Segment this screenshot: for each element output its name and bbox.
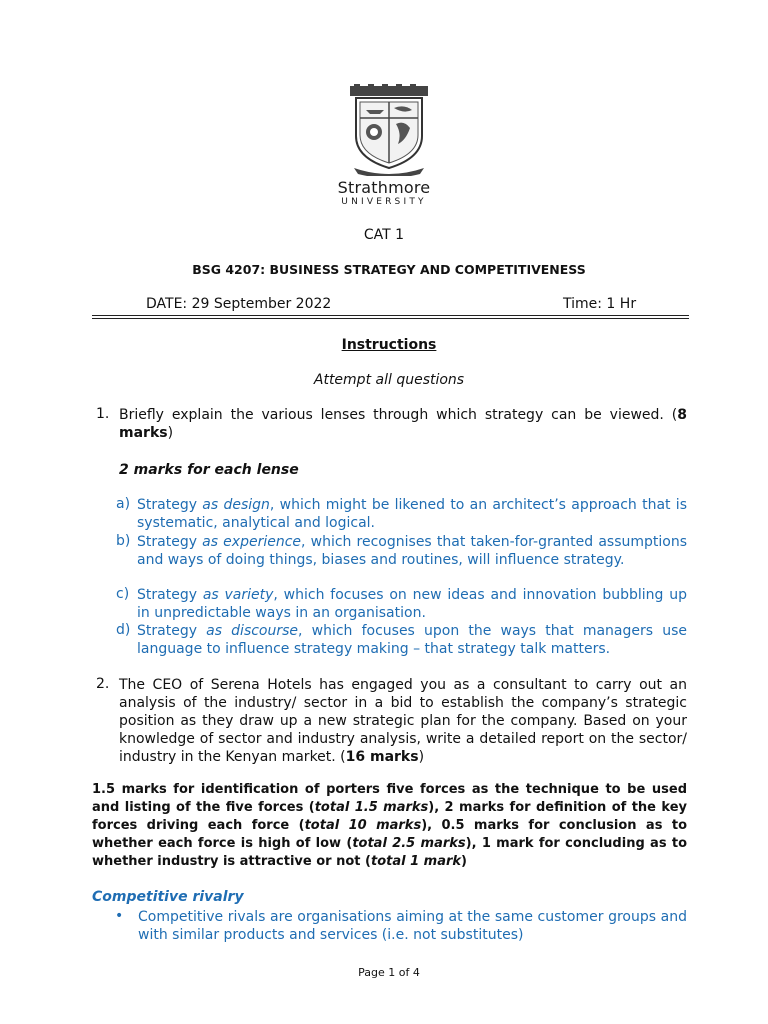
answer-label: b)	[116, 533, 131, 549]
answer-label: a)	[116, 496, 131, 512]
exam-title: CAT 1	[363, 227, 405, 243]
question-2-marking-scheme: 1.5 marks for identification of porters five forces as the technique to be used and listing of the five forces (total 1.5 marks), 2 marks for definition of the key forces driving each force (total 10 marks), 0.5 marks for conclusion as to whether each force is high of low (total 2.5 marks), 1 mark for concluding as to whether industry is attractive or not (total 1 mark)	[92, 782, 687, 869]
section-heading-competitive-rivalry: Competitive rivalry	[92, 889, 244, 905]
question-2-text: The CEO of Serena Hotels has engaged you as a consultant to carry out an analysis of the industry/ sector in a bid to establish the company’s strategic position as they draw up a new strategic plan for the company. Based on your knowledge of sector and industry analysis, write a detailed report on the sector/ industry in the Kenyan market. (16 marks)	[119, 677, 687, 765]
answer-strategy-design: Strategy as design, which might be likened to an architect’s approach that is systematic, analytical and logical.	[137, 497, 687, 531]
answer-strategy-variety: Strategy as variety, which focuses on new ideas and innovation bubbling up in unpredictable ways in an organisation.	[137, 587, 687, 621]
question-1-number: 1.	[96, 406, 110, 422]
instructions-text: Attempt all questions	[313, 372, 465, 388]
university-name: Strathmore	[337, 178, 431, 197]
header-divider	[92, 318, 689, 319]
instructions-heading: Instructions	[341, 337, 437, 353]
answer-strategy-discourse: Strategy as discourse, which focuses upon the ways that managers use language to influence strategy making – that strategy talk matters.	[137, 623, 687, 657]
exam-time: Time: 1 Hr	[563, 296, 637, 312]
question-1-marking-guide: 2 marks for each lense	[119, 462, 299, 478]
exam-date: DATE: 29 September 2022	[146, 296, 332, 312]
header-divider	[92, 315, 689, 316]
bullet-icon: •	[115, 908, 124, 924]
course-title: BSG 4207: BUSINESS STRATEGY AND COMPETITIVENESS	[192, 262, 586, 277]
question-2-number: 2.	[96, 676, 110, 692]
rivalry-bullet-text: Competitive rivals are organisations aiming at the same customer groups and with similar products and services (i.e. not substitutes)	[138, 909, 687, 943]
answer-strategy-experience: Strategy as experience, which recognises that taken-for-granted assumptions and ways of doing things, biases and routines, will influence strategy.	[137, 534, 687, 568]
question-1-text: Briefly explain the various lenses through which strategy can be viewed. (8 marks)	[119, 407, 687, 441]
answer-label: d)	[116, 622, 131, 638]
university-subtitle: UNIVERSITY	[341, 197, 427, 207]
strathmore-crest-icon	[346, 84, 432, 176]
page-number: Page 1 of 4	[358, 966, 420, 979]
answer-label: c)	[116, 586, 130, 602]
